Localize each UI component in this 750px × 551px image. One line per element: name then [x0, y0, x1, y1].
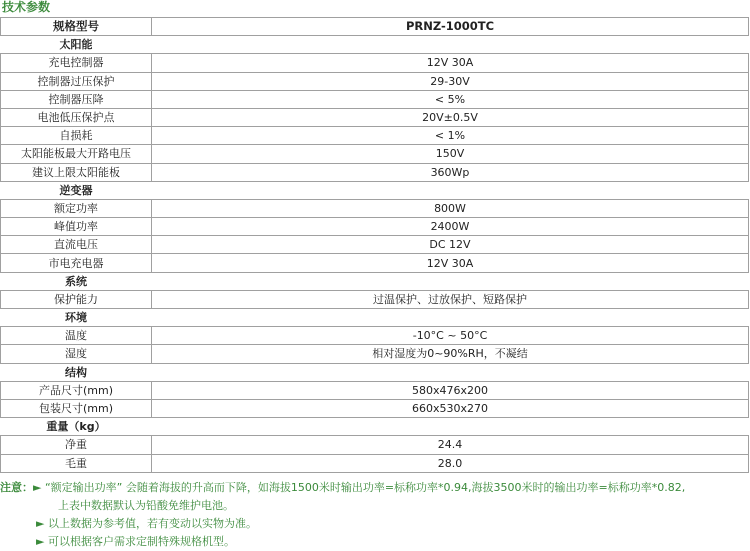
spec-value: 580x476x200	[152, 381, 749, 399]
spec-row	[1, 108, 749, 126]
spec-label: 净重	[1, 436, 152, 454]
spec-value: 12V 30A	[152, 54, 749, 72]
spec-value: 相对湿度为0~90%RH，不凝结	[152, 345, 749, 363]
spec-label: 充电控制器	[1, 54, 152, 72]
spec-row	[1, 381, 749, 399]
spec-row	[1, 236, 749, 254]
note-text-1: ► “额定输出功率” 会随着海拔的升高而下降，如海拔1500米时输出功率=标称功率*0.94,海拔3500米时的输出功率=标称功率*0.82,	[33, 481, 686, 494]
section-row	[1, 309, 749, 327]
spec-label: 电池低压保护点	[1, 108, 152, 126]
spec-label: 市电充电器	[1, 254, 152, 272]
spec-value: 28.0	[152, 454, 749, 472]
section-label: 环境	[1, 309, 152, 327]
spec-row	[1, 72, 749, 90]
note-line-4	[0, 533, 750, 551]
header-label: 规格型号	[1, 18, 152, 36]
note-text-2: 上表中数据默认为铅酸免维护电池。	[58, 499, 234, 512]
spec-table	[0, 17, 749, 473]
spec-value: 660x530x270	[152, 399, 749, 417]
spec-row	[1, 54, 749, 72]
spec-label: 产品尺寸(mm)	[1, 381, 152, 399]
section-label: 结构	[1, 363, 152, 381]
spec-label: 建议上限太阳能板	[1, 163, 152, 181]
spec-row	[1, 345, 749, 363]
spec-value: 20V±0.5V	[152, 108, 749, 126]
spec-label: 保护能力	[1, 290, 152, 308]
section-label: 逆变器	[1, 181, 152, 199]
spec-label: 峰值功率	[1, 218, 152, 236]
note-line-3	[0, 515, 750, 533]
notes	[0, 479, 750, 551]
section-row	[1, 272, 749, 290]
section-spacer	[152, 309, 749, 327]
section-title: 技术参数	[2, 0, 51, 14]
spec-value: 过温保护、过放保护、短路保护	[152, 290, 749, 308]
spec-value: < 1%	[152, 127, 749, 145]
spec-row	[1, 127, 749, 145]
note-text-4: ► 可以根据客户需求定制特殊规格机型。	[36, 535, 235, 548]
spec-row	[1, 163, 749, 181]
spec-value: 150V	[152, 145, 749, 163]
spec-row	[1, 218, 749, 236]
spec-label: 直流电压	[1, 236, 152, 254]
spec-row	[1, 254, 749, 272]
spec-label: 额定功率	[1, 199, 152, 217]
spec-label: 温度	[1, 327, 152, 345]
section-spacer	[152, 181, 749, 199]
spec-value: 12V 30A	[152, 254, 749, 272]
section-label: 重量（kg）	[1, 418, 152, 436]
section-spacer	[152, 418, 749, 436]
header-row	[1, 18, 749, 36]
section-label: 系统	[1, 272, 152, 290]
spec-value: -10°C ~ 50°C	[152, 327, 749, 345]
section-spacer	[152, 36, 749, 54]
spec-value: 24.4	[152, 436, 749, 454]
section-label: 太阳能	[1, 36, 152, 54]
section-spacer	[152, 272, 749, 290]
section-row	[1, 36, 749, 54]
note-line-1	[0, 479, 750, 497]
spec-label: 太阳能板最大开路电压	[1, 145, 152, 163]
note-text-3: ► 以上数据为参考值，若有变动以实物为准。	[36, 517, 257, 530]
spec-row	[1, 454, 749, 472]
note-lead: 注意：	[0, 481, 33, 494]
spec-table-body	[1, 18, 749, 473]
spec-label: 毛重	[1, 454, 152, 472]
spec-value: 360Wp	[152, 163, 749, 181]
spec-row	[1, 145, 749, 163]
spec-value: 800W	[152, 199, 749, 217]
spec-row	[1, 436, 749, 454]
spec-label: 湿度	[1, 345, 152, 363]
spec-value: 2400W	[152, 218, 749, 236]
spec-label: 自损耗	[1, 127, 152, 145]
spec-value: < 5%	[152, 90, 749, 108]
note-line-2	[0, 497, 750, 515]
spec-value: 29-30V	[152, 72, 749, 90]
spec-row	[1, 90, 749, 108]
spec-row	[1, 199, 749, 217]
spec-row	[1, 327, 749, 345]
section-row	[1, 418, 749, 436]
spec-label: 控制器过压保护	[1, 72, 152, 90]
section-spacer	[152, 363, 749, 381]
spec-value: DC 12V	[152, 236, 749, 254]
section-row	[1, 363, 749, 381]
section-row	[1, 181, 749, 199]
spec-row	[1, 399, 749, 417]
header-value: PRNZ-1000TC	[152, 18, 749, 36]
spec-label: 包装尺寸(mm)	[1, 399, 152, 417]
spec-label: 控制器压降	[1, 90, 152, 108]
spec-row	[1, 290, 749, 308]
